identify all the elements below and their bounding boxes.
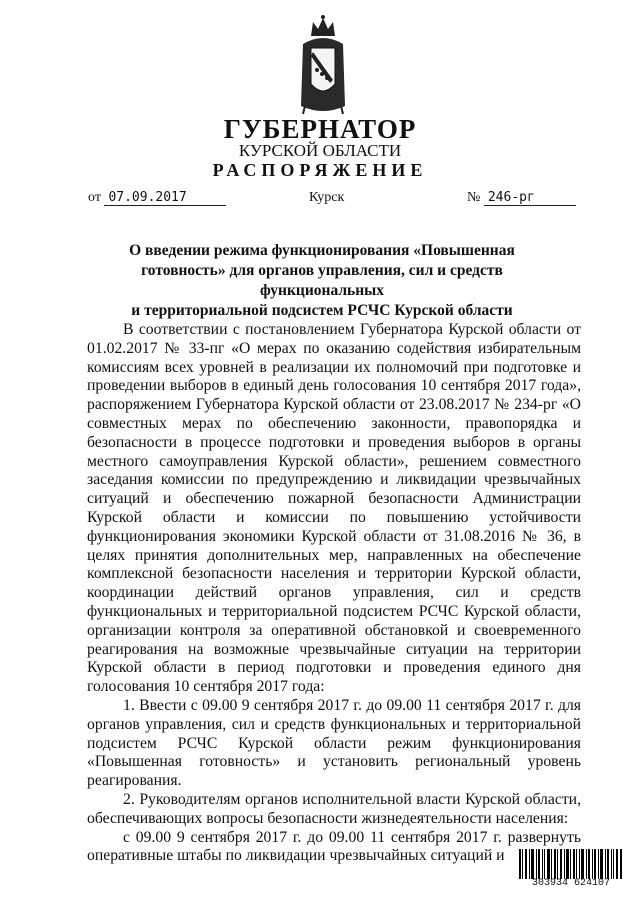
heading-line: О введении режима функционирования «Повышенная [129,242,515,259]
city: Курск [309,190,345,205]
document-heading [110,241,534,321]
region-title: КУРСКОЙ ОБЛАСТИ [238,141,402,160]
heading-line: и территориальной подсистем РСЧС Курской области [131,302,513,319]
clause-1-paragraph: 1. Ввести с 09.00 9 сентября 2017 г. до 09.00 11 сентября 2017 г. для органов управления, сил и средств функциональных и территориальной подсистем РСЧС Курской области режим функционирования «Повышенная готовность» и установить региональный уровень реагирования. [87,696,581,790]
clause-2-subparagraph: с 09.00 9 сентября 2017 г. до 09.00 11 сентября 2017 г. развернуть оперативные штабы по ликвидации чрезвычайных ситуаций и [87,828,581,865]
number-row [467,190,576,206]
coat-of-arms-emblem [297,14,349,116]
document-type: РАСПОРЯЖЕНИЕ [212,160,428,180]
barcode-number: 303934 624107 [519,879,623,889]
document-number: 246-рг [484,190,576,206]
document-body [87,321,581,866]
date-prefix: от [88,190,101,205]
document-date: 07.09.2017 [104,190,226,206]
date-row [88,190,226,206]
preamble-paragraph: В соответствии с постановлением Губернатора Курской области от 01.02.2017 № 33-пг «О мерах по оказанию содействия избирательным комиссиям всех уровней в реализации их полномочий при подготовке и проведении выборов в единый день голосования 10 сентября 2017 года», распоряжением Губернатора Курской области от 23.08.2017 № 234-рг «О совместных мерах по обеспечению законности, правопорядка и безопасности в процессе подготовки и проведения выборов в органы местного самоуправления Курской области», решением совместного заседания комиссии по предупреждению и ликвидации чрезвычайных ситуаций и обеспечению пожарной безопасности Администрации Курской области и комиссии по повышению устойчивости функционирования экономики Курской области от 31.08.2016 № 36, в целях принятия дополнительных мер, направленных на обеспечение комплексной безопасности населения и территории Курской области, координации действий органов управления, сил и средств функциональных и территориальной подсистем РСЧС Курской области, организации контроля за оперативной обстановкой и своевременного реагирования на возможные чрезвычайные ситуации на территории Курской области в период подготовки и проведения единого дня голосования 10 сентября 2017 года: [87,321,581,696]
number-prefix: № [467,190,481,205]
governor-title: ГУБЕРНАТОР [223,114,417,144]
heading-line: готовность» для органов управления, сил и средств функциональных [141,262,503,299]
clause-2-paragraph: 2. Руководителям органов исполнительной власти Курской области, обеспечивающих вопросы безопасности жизнедеятельности населения: [87,790,581,827]
